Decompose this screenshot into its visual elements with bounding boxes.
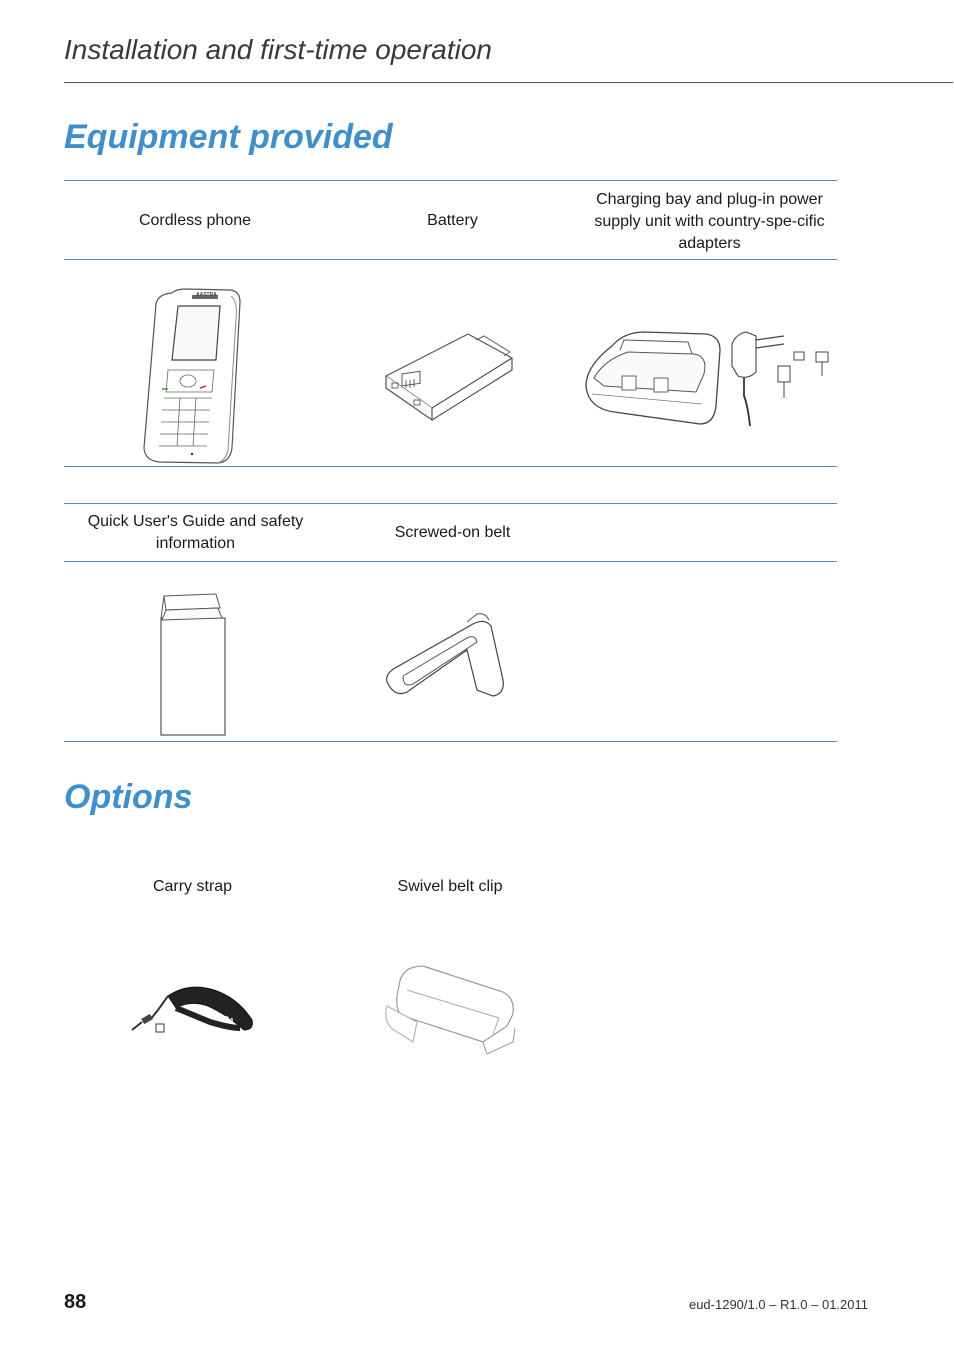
- table-rule: [64, 259, 837, 260]
- quick-guide-image: [158, 590, 230, 738]
- phone-logo: AASTRA: [196, 292, 217, 298]
- label-battery: Battery: [427, 212, 478, 229]
- cordless-phone-image: [140, 288, 245, 466]
- swivel-clip-image: [383, 962, 523, 1056]
- charging-bay-image: [584, 326, 834, 428]
- table-rule-top: [64, 180, 837, 181]
- header-divider: [64, 82, 953, 83]
- table-rule: [64, 561, 837, 562]
- carry-strap-image: [128, 980, 258, 1040]
- options-heading: Options: [64, 778, 193, 816]
- table-rule: [64, 503, 837, 504]
- label-quick-guide: Quick User's Guide and safety information: [87, 513, 304, 552]
- belt-clip-image: [383, 610, 507, 700]
- page-number: 88: [64, 1291, 87, 1313]
- label-carry-strap: Carry strap: [152, 878, 233, 895]
- document-reference: eud-1290/1.0 – R1.0 – 01.2011: [688, 1297, 868, 1312]
- equipment-heading: Equipment provided: [64, 118, 393, 156]
- label-screwed-belt: Screwed-on belt: [394, 524, 511, 541]
- battery-image: [380, 330, 520, 420]
- table-rule-bottom: [64, 741, 837, 742]
- label-swivel-belt-clip: Swivel belt clip: [397, 878, 503, 895]
- label-charging-bay: Charging bay and plug-in power supply unit with country-spe-cific adapters: [594, 191, 825, 252]
- table-rule: [64, 466, 837, 467]
- label-cordless-phone: Cordless phone: [138, 212, 252, 229]
- section-header: Installation and first-time operation: [64, 34, 492, 65]
- strap-print: AASTRA: [204, 1009, 235, 1026]
